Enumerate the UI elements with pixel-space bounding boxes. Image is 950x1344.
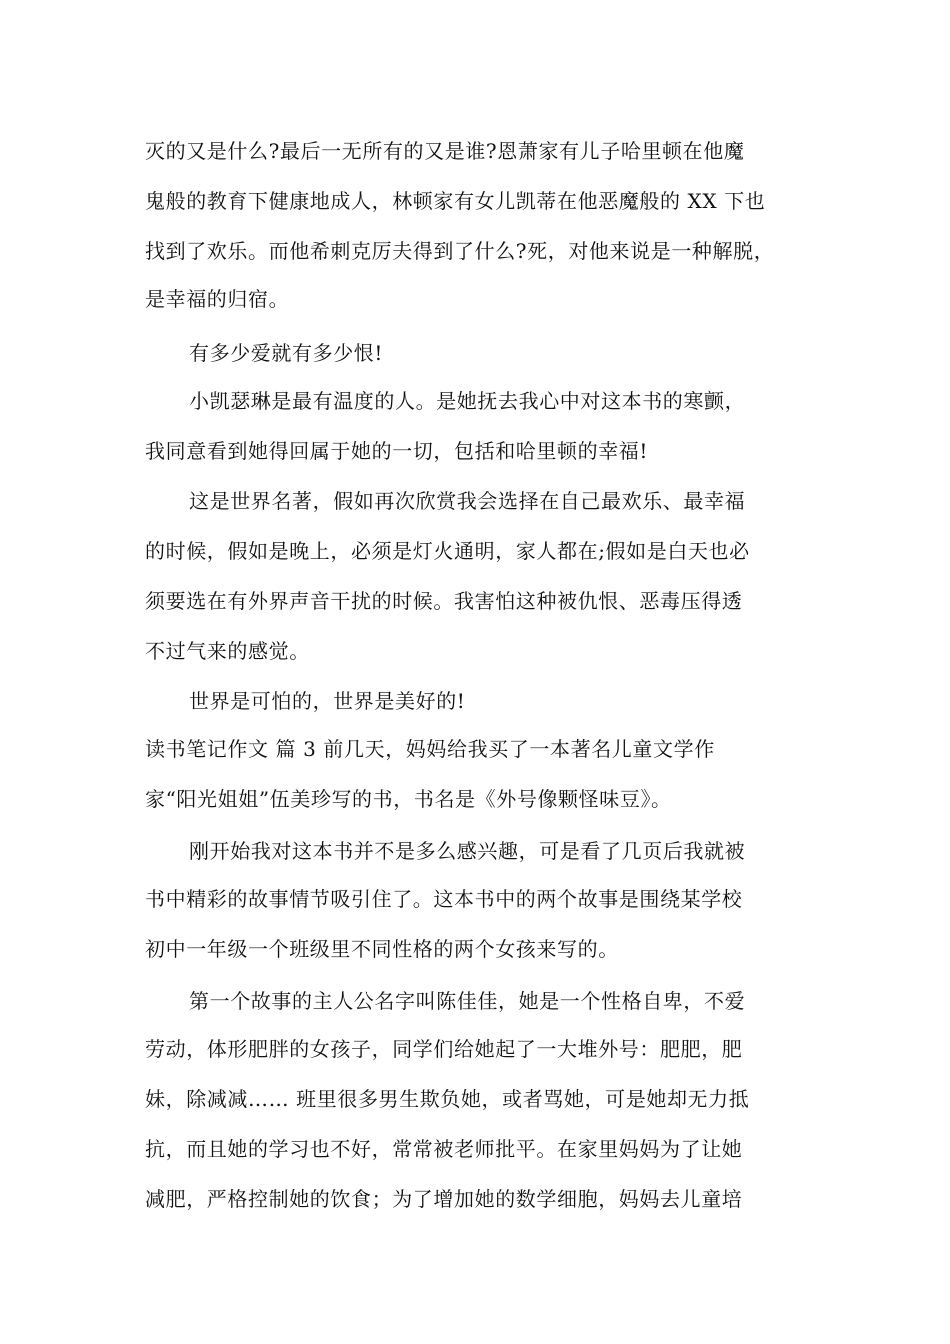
text-line: 这是世界名著，假如再次欣赏我会选择在自己最欢乐、最幸福 <box>189 489 746 513</box>
text-line: 有多少爱就有多少恨! <box>189 341 384 365</box>
text-line: 减肥，严格控制她的饮食；为了增加她的数学细胞，妈妈去儿童培 <box>145 1187 743 1211</box>
text-line: 抗，而且她的学习也不好，常常被老师批平。在家里妈妈为了让她 <box>145 1137 743 1161</box>
text-line: 不过气来的感觉。 <box>145 639 310 663</box>
text-line: 妹，除减减…… 班里很多男生欺负她，或者骂她，可是她却无力抵 <box>145 1087 750 1111</box>
text-line: 我同意看到她得回属于她的一切，包括和哈里顿的幸福! <box>145 439 649 463</box>
text-line: 刚开始我对这本书并不是多么感兴趣，可是看了几页后我就被 <box>189 839 746 863</box>
text-line: 的时候，假如是晚上，必须是灯火通明，家人都在;假如是白天也必 <box>145 539 750 563</box>
text-line: 书中精彩的故事情节吸引住了。这本书中的两个故事是围绕某学校 <box>145 887 743 911</box>
text-line: 鬼般的教育下健康地成人，林顿家有女儿凯蒂在他恶魔般的 XX 下也 <box>145 189 766 213</box>
text-line: 第一个故事的主人公名字叫陈佳佳，她是一个性格自卑，不爱 <box>189 989 746 1013</box>
text-line: 小凯瑟琳是最有温度的人。是她抚去我心中对这本书的寒颤， <box>189 389 746 413</box>
text-line: 世界是可怕的，世界是美好的! <box>189 689 466 713</box>
section-heading-line: 读书笔记作文 篇 3 前几天，妈妈给我买了一本著名儿童文学作 <box>145 737 715 761</box>
text-line: 初中一年级一个班级里不同性格的两个女孩来写的。 <box>145 937 619 961</box>
text-line: 须要选在有外界声音干扰的时候。我害怕这种被仇恨、恶毒压得透 <box>145 589 743 613</box>
text-line: 劳动，体形肥胖的女孩子，同学们给她起了一大堆外号：肥肥，肥 <box>145 1037 743 1061</box>
text-line: 家“阳光姐姐”伍美珍写的书，书名是《外号像颗怪味豆》。 <box>145 787 672 811</box>
text-line: 灭的又是什么?最后一无所有的又是谁?恩萧家有儿子哈里顿在他魔 <box>145 139 745 163</box>
text-line: 找到了欢乐。而他希刺克厉夫得到了什么?死，对他来说是一种解脱， <box>145 239 775 263</box>
text-line: 是幸福的归宿。 <box>145 287 290 311</box>
